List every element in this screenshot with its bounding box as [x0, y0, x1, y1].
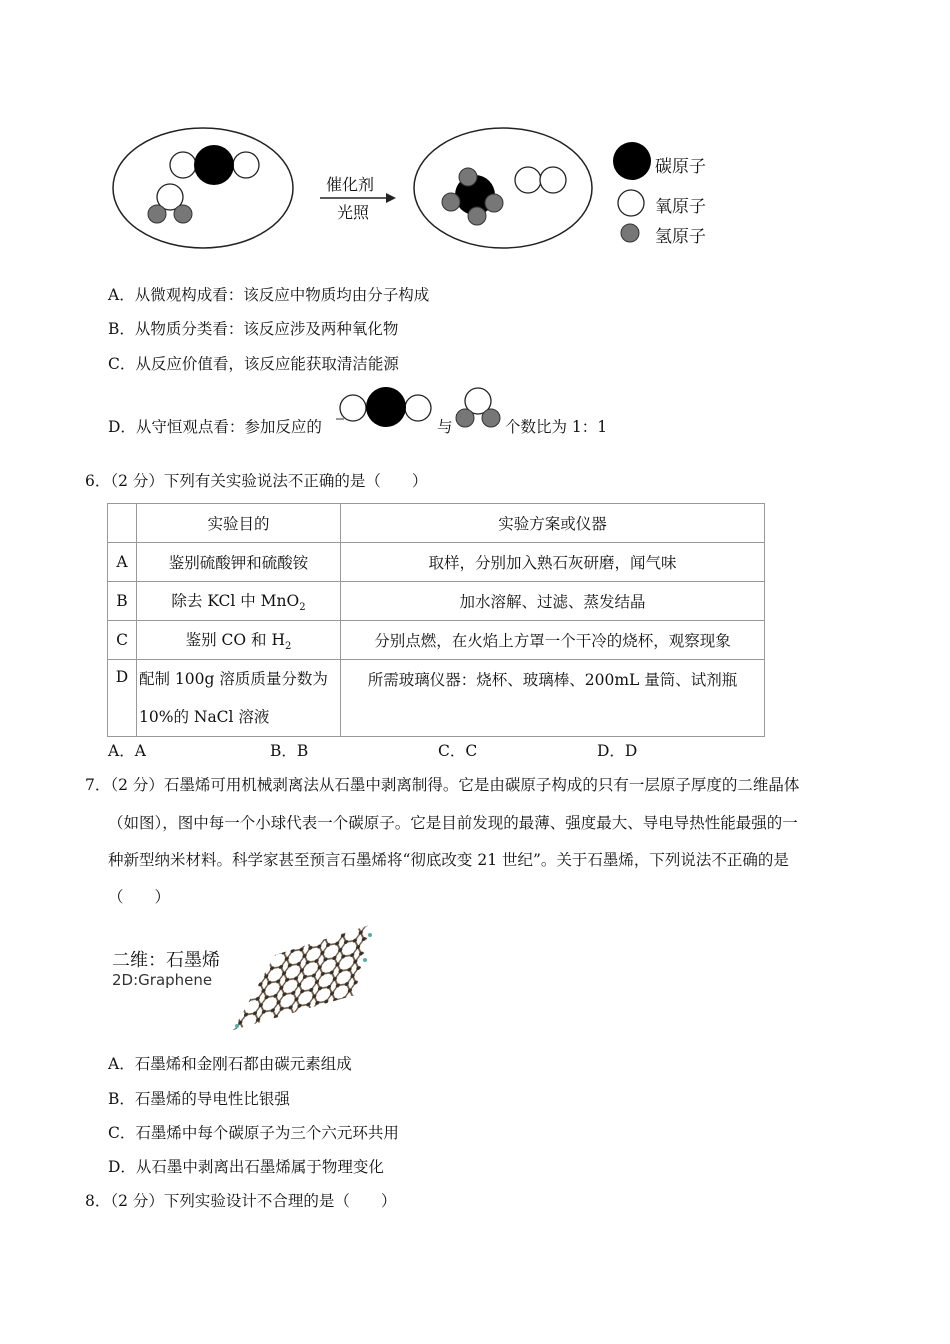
carbon-atom	[194, 145, 234, 185]
q6-choice-c: C．C	[438, 742, 478, 760]
q5-option-d-prefix: D．从守恒观点看：参加反应的	[108, 418, 322, 436]
q6-experiment-table	[107, 503, 765, 737]
row-purpose: 配制 100g 溶质质量分数为 10%的 NaCl 溶液	[137, 660, 341, 737]
row-purpose: 鉴别 CO 和 $H_2$	[137, 621, 341, 660]
legend-hydrogen-icon	[621, 224, 639, 242]
carbon-atom	[366, 387, 406, 427]
row-method: 取样，分别加入熟石灰研磨，闻气味	[341, 543, 765, 582]
graphene-lattice-figure	[225, 920, 385, 1035]
q5-option-d-suffix: 个数比为 1：1	[505, 418, 608, 436]
table-row	[108, 543, 765, 582]
oxygen-atom	[405, 395, 431, 421]
table-row	[108, 621, 765, 660]
hydrogen-atom	[174, 205, 192, 223]
legend-carbon-icon	[613, 142, 651, 180]
q5-option-c: C．从反应价值看，该反应能获取清洁能源	[108, 355, 399, 373]
q6-choice-b: B．B	[270, 742, 309, 760]
edge-atom	[235, 1024, 239, 1028]
hydrogen-atom	[468, 207, 486, 225]
graphene-figure-title: 二维：石墨烯	[112, 950, 220, 971]
q7-option-c: C．石墨烯中每个碳原子为三个六元环共用	[108, 1124, 399, 1142]
h2o-molecule-figure	[452, 386, 504, 430]
row-method: 所需玻璃仪器：烧杯、玻璃棒、200mL 量筒、试剂瓶	[341, 660, 765, 737]
table-header-cell: 实验目的	[137, 504, 341, 543]
table-row	[108, 660, 765, 737]
q5-option-a: A．从微观构成看：该反应中物质均由分子构成	[108, 286, 430, 304]
oxygen-atom	[540, 167, 566, 193]
table-header-cell	[108, 504, 137, 543]
hydrogen-atom	[485, 194, 503, 212]
hydrogen-atom	[442, 193, 460, 211]
co2-molecule-figure	[336, 385, 436, 429]
legend-oxygen-label: 氧原子	[655, 197, 706, 217]
oxygen-atom	[515, 167, 541, 193]
row-purpose: 除去 KCl 中 MnO$_2$	[137, 582, 341, 621]
row-purpose: 鉴别硫酸钾和硫酸铵	[137, 543, 341, 582]
row-label: A	[108, 543, 137, 582]
q7-option-a: A．石墨烯和金刚石都由碳元素组成	[108, 1055, 352, 1073]
hydrogen-atom	[148, 205, 166, 223]
oxygen-atom	[233, 152, 259, 178]
reaction-diagram	[100, 125, 740, 260]
oxygen-atom	[170, 152, 196, 178]
catalyst-label: 催化剂	[326, 175, 375, 194]
table-header-row	[108, 504, 765, 543]
q7-stem-line1: 7．（2 分）石墨烯可用机械剥离法从石墨中剥离制得。它是由碳原子构成的只有一层原子厚度的二维晶体	[85, 776, 800, 794]
legend-hydrogen-label: 氢原子	[655, 227, 706, 247]
q5-option-d-middle: 与	[437, 418, 453, 436]
q6-choice-d: D．D	[597, 742, 638, 760]
q7-stem-line2: （如图），图中每一个小球代表一个碳原子。它是目前发现的最薄、强度最大、导电导热性能最强的一	[108, 814, 798, 832]
hydrogen-atom	[482, 409, 500, 427]
q7-stem-line3: 种新型纳米材料。科学家甚至预言石墨烯将“彻底改变 21 世纪”。关于石墨烯，下列说法不正确的是	[108, 851, 789, 869]
reactants-container	[113, 128, 293, 248]
q6-choice-a: A．A	[108, 742, 146, 760]
table-row	[108, 582, 765, 621]
row-method: 分别点燃，在火焰上方罩一个干冷的烧杯，观察现象	[341, 621, 765, 660]
oxygen-atom	[340, 395, 366, 421]
legend-carbon-label: 碳原子	[655, 157, 706, 177]
graphene-figure-subtitle: 2D:Graphene	[112, 971, 213, 989]
row-label: C	[108, 621, 137, 660]
products-container	[414, 128, 592, 248]
q5-option-b: B．从物质分类看：该反应涉及两种氧化物	[108, 320, 399, 338]
hydrogen-atom	[456, 409, 474, 427]
row-label: B	[108, 582, 137, 621]
edge-atom	[363, 958, 367, 962]
light-label: 光照	[337, 203, 370, 222]
q7-option-b: B．石墨烯的导电性比银强	[108, 1090, 290, 1108]
table-header-cell: 实验方案或仪器	[341, 504, 765, 543]
q7-option-d: D．从石墨中剥离出石墨烯属于物理变化	[108, 1158, 384, 1176]
reaction-arrow-head	[386, 193, 396, 203]
legend-oxygen-icon	[618, 190, 644, 216]
row-label: D	[108, 660, 137, 737]
q7-stem-line4: （ ）	[108, 888, 171, 906]
q8-stem: 8．（2 分）下列实验设计不合理的是（ ）	[85, 1192, 397, 1210]
graphene-sheet	[233, 925, 370, 1030]
edge-atom	[368, 933, 372, 937]
hydrogen-atom	[459, 168, 477, 186]
row-method: 加水溶解、过滤、蒸发结晶	[341, 582, 765, 621]
q6-stem: 6．（2 分）下列有关实验说法不正确的是（ ）	[85, 472, 428, 490]
